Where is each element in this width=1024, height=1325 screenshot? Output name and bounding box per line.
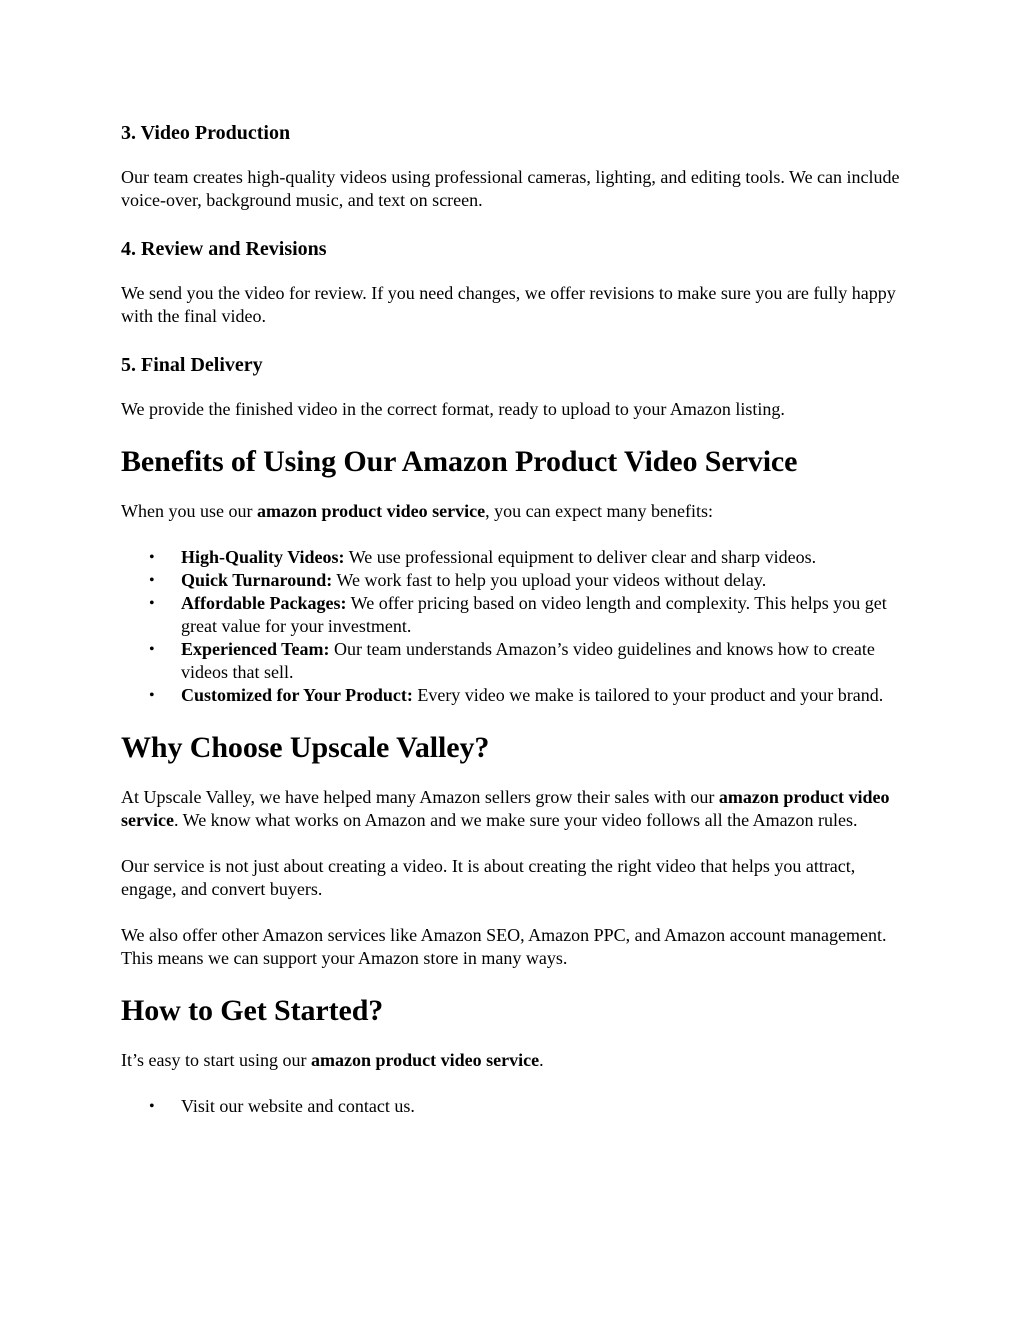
benefit-text: Every video we make is tailored to your product and your brand.: [412, 685, 884, 705]
review-text: We send you the video for review. If you need changes, we offer revisions to make sure you are fully happy with the final video.: [121, 283, 896, 326]
start-intro-pre: It’s easy to start using our: [121, 1050, 311, 1070]
benefit-text: We work fast to help you upload your videos without delay.: [332, 570, 767, 590]
document-page: [121, 118, 901, 1118]
benefits-list: [121, 546, 901, 707]
why-heading: Why Choose Upscale Valley?: [121, 731, 490, 764]
why-p1-bold: amazon product video service: [121, 787, 890, 830]
start-intro-post: .: [539, 1050, 544, 1070]
start-intro: [121, 1049, 901, 1072]
start-list: [121, 1095, 901, 1118]
start-heading: How to Get Started?: [121, 994, 384, 1027]
list-item: [181, 684, 901, 707]
list-item: [181, 546, 901, 569]
section-heading-video-production: 3. Video Production: [121, 122, 291, 144]
benefits-heading: Benefits of Using Our Amazon Product Video Service: [121, 445, 798, 478]
video-production-text: Our team creates high-quality videos using professional cameras, lighting, and editing tools. We can include voice-over, background music, and text on screen.: [121, 167, 900, 210]
why-p1-post: . We know what works on Amazon and we make sure your video follows all the Amazon rules.: [173, 810, 858, 830]
benefit-text: We use professional equipment to deliver clear and sharp videos.: [344, 547, 817, 567]
benefit-label: Affordable Packages:: [181, 593, 347, 613]
why-paragraph-1: [121, 786, 901, 832]
why-p1-pre: At Upscale Valley, we have helped many Amazon sellers grow their sales with our: [121, 787, 719, 807]
benefits-intro-post: , you can expect many benefits:: [485, 501, 714, 521]
benefit-label: Quick Turnaround:: [181, 570, 333, 590]
benefits-intro-bold: amazon product video service: [256, 501, 486, 521]
benefit-label: High-Quality Videos:: [181, 547, 345, 567]
benefit-label: Experienced Team:: [181, 639, 330, 659]
start-intro-bold: amazon product video service: [310, 1050, 540, 1070]
benefit-text: We offer pricing based on video length and complexity. This helps you get great value for your investment.: [181, 593, 887, 636]
why-paragraph-3: We also offer other Amazon services like Amazon SEO, Amazon PPC, and Amazon account management. This means we can support your Amazon store in many ways.: [121, 925, 887, 968]
section-heading-review: 4. Review and Revisions: [121, 238, 327, 260]
list-item: [181, 592, 901, 638]
benefit-label: Customized for Your Product:: [181, 685, 413, 705]
benefits-intro-pre: When you use our: [121, 501, 257, 521]
benefit-text: Our team understands Amazon’s video guidelines and knows how to create videos that sell.: [181, 639, 875, 682]
list-item: [181, 638, 901, 684]
list-item: [181, 569, 901, 592]
delivery-text: We provide the finished video in the correct format, ready to upload to your Amazon listing.: [121, 399, 785, 419]
benefits-intro: [121, 500, 901, 523]
list-item: • Visit our website and contact us.: [181, 1095, 901, 1118]
why-paragraph-2: Our service is not just about creating a video. It is about creating the right video that helps you attract, engage, and convert buyers.: [121, 856, 856, 899]
section-heading-delivery: 5. Final Delivery: [121, 354, 263, 376]
